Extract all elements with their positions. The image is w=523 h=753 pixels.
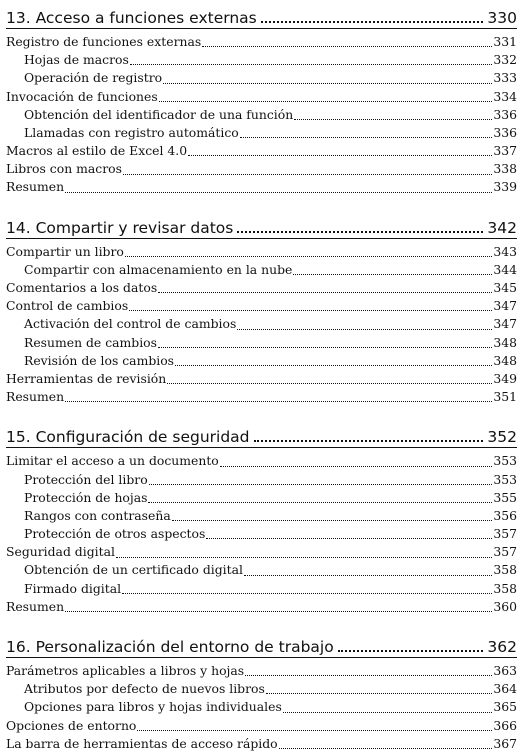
dot-leader (266, 693, 492, 694)
entry-label: Hojas de macros (24, 52, 129, 68)
dot-leader (159, 101, 493, 102)
entry-page-number: 332 (493, 52, 517, 68)
section-spacer (6, 406, 517, 419)
entry-label: Registro de funciones externas (6, 33, 202, 49)
entry-label: Resumen (6, 389, 65, 405)
entry-page-number: 339 (493, 179, 517, 195)
entry-label: Operación de registro (24, 70, 163, 86)
dot-leader (283, 712, 493, 713)
toc-entry[interactable] (6, 598, 517, 616)
dot-leader (167, 383, 492, 384)
entry-label: Compartir con almacenamiento en la nube (24, 261, 293, 277)
toc-subentry[interactable] (6, 352, 517, 370)
entry-label: Macros al estilo de Excel 4.0 (6, 143, 188, 159)
dot-leader (122, 593, 492, 594)
chapter-heading[interactable] (6, 629, 517, 658)
dot-leader (158, 347, 492, 348)
toc-subentry[interactable] (6, 562, 517, 580)
entry-page-number: 331 (493, 33, 517, 49)
toc-entry[interactable] (6, 297, 517, 315)
entry-label: Comentarios a los datos (6, 280, 158, 296)
entry-page-number: 343 (493, 243, 517, 259)
toc-entry[interactable] (6, 735, 517, 753)
toc-entry[interactable] (6, 88, 517, 106)
entry-page-number: 357 (493, 544, 517, 560)
entry-label: Rangos con contraseña (24, 507, 171, 523)
entry-page-number: 347 (493, 316, 517, 332)
entry-page-number: 336 (493, 106, 517, 122)
entry-label: Obtención de un certificado digital (24, 562, 243, 578)
entry-page-number: 348 (493, 352, 517, 368)
entry-label: Invocación de funciones (6, 88, 158, 104)
entry-page-number: 353 (493, 453, 517, 469)
dot-leader (149, 484, 493, 485)
dot-leader (244, 575, 492, 576)
toc-subentry[interactable] (6, 315, 517, 333)
dot-leader (338, 650, 484, 652)
entry-page-number: 360 (493, 598, 517, 614)
entry-page-number: 367 (493, 735, 517, 751)
chapter-title: 16. Personalización del entorno de trabajo (6, 638, 334, 657)
toc-entry[interactable] (6, 370, 517, 388)
dot-leader (245, 675, 492, 676)
entry-label: Obtención del identificador de una función (24, 106, 294, 122)
entry-label: Seguridad digital (6, 544, 115, 560)
entry-label: Compartir un libro (6, 243, 124, 259)
entry-page-number: 358 (493, 580, 517, 596)
entry-label: Protección del libro (24, 471, 148, 487)
entry-list (6, 662, 517, 753)
toc-subentry[interactable] (6, 698, 517, 716)
entry-list (6, 33, 517, 197)
toc-subentry[interactable] (6, 334, 517, 352)
entry-page-number: 365 (493, 699, 517, 715)
dot-leader (202, 46, 492, 47)
toc-subentry[interactable] (6, 580, 517, 598)
dot-leader (130, 64, 493, 65)
entry-page-number: 348 (493, 334, 517, 350)
dot-leader (163, 83, 492, 84)
toc-entry[interactable] (6, 543, 517, 561)
toc-subentry[interactable] (6, 51, 517, 69)
entry-list (6, 243, 517, 407)
toc-entry[interactable] (6, 160, 517, 178)
toc-subentry[interactable] (6, 471, 517, 489)
dot-leader (116, 557, 492, 558)
toc-entry[interactable] (6, 243, 517, 261)
entry-page-number: 337 (493, 143, 517, 159)
entry-label: Activación del control de cambios (24, 316, 237, 332)
entry-page-number: 364 (493, 681, 517, 697)
entry-page-number: 336 (493, 124, 517, 140)
toc-subentry[interactable] (6, 124, 517, 142)
toc-subentry[interactable] (6, 525, 517, 543)
toc-entry[interactable] (6, 717, 517, 735)
chapter-section (6, 419, 517, 616)
entry-page-number: 355 (493, 489, 517, 505)
section-spacer (6, 197, 517, 210)
toc-entry[interactable] (6, 33, 517, 51)
entry-label: La barra de herramientas de acceso rápido (6, 735, 278, 751)
dot-leader (261, 21, 484, 23)
entry-label: Libros con macros (6, 161, 122, 177)
entry-label: Opciones para libros y hojas individuales (24, 699, 282, 715)
chapter-heading[interactable] (6, 210, 517, 239)
chapter-section (6, 629, 517, 753)
dot-leader (137, 730, 492, 731)
entry-page-number: 333 (493, 70, 517, 86)
dot-leader (148, 502, 492, 503)
dot-leader (293, 274, 492, 275)
entry-label: Firmado digital (24, 580, 122, 596)
dot-leader (237, 231, 483, 233)
chapter-section (6, 210, 517, 407)
entry-page-number: 351 (493, 389, 517, 405)
dot-leader (158, 292, 492, 293)
entry-page-number: 344 (493, 261, 517, 277)
chapter-title: 13. Acceso a funciones externas (6, 9, 257, 27)
chapter-page-number: 352 (487, 428, 517, 447)
entry-page-number: 356 (493, 507, 517, 523)
dot-leader (240, 137, 493, 138)
chapter-heading[interactable] (6, 0, 517, 29)
entry-label: Herramientas de revisión (6, 370, 167, 386)
toc-entry[interactable] (6, 388, 517, 406)
toc-subentry[interactable] (6, 489, 517, 507)
dot-leader (254, 440, 484, 442)
dot-leader (172, 520, 493, 521)
dot-leader (237, 329, 492, 330)
toc-subentry[interactable] (6, 507, 517, 525)
entry-label: Limitar el acceso a un documento (6, 453, 219, 469)
entry-page-number: 358 (493, 562, 517, 578)
section-spacer (6, 616, 517, 629)
chapter-page-number: 362 (487, 638, 517, 657)
toc-entry[interactable] (6, 452, 517, 470)
chapter-page-number: 330 (487, 9, 517, 27)
toc-subentry[interactable] (6, 69, 517, 87)
entry-label: Revisión de los cambios (24, 352, 175, 368)
chapter-page-number: 342 (487, 218, 517, 237)
entry-label: Llamadas con registro automático (24, 124, 239, 140)
toc-subentry[interactable] (6, 680, 517, 698)
entry-label: Parámetros aplicables a libros y hojas (6, 663, 245, 679)
chapter-heading[interactable] (6, 419, 517, 448)
entry-label: Resumen (6, 179, 65, 195)
toc-subentry[interactable] (6, 261, 517, 279)
dot-leader (175, 365, 492, 366)
dot-leader (65, 611, 492, 612)
entry-page-number: 347 (493, 298, 517, 314)
chapter-title: 15. Configuración de seguridad (6, 428, 250, 447)
entry-list (6, 452, 517, 616)
entry-page-number: 349 (493, 370, 517, 386)
entry-label: Opciones de entorno (6, 717, 137, 733)
chapter-section (6, 0, 517, 197)
entry-page-number: 353 (493, 471, 517, 487)
dot-leader (65, 192, 492, 193)
dot-leader (188, 155, 492, 156)
toc-entry[interactable] (6, 142, 517, 160)
dot-leader (206, 538, 492, 539)
entry-page-number: 363 (493, 663, 517, 679)
dot-leader (123, 174, 492, 175)
toc-entry[interactable] (6, 179, 517, 197)
entry-page-number: 334 (493, 88, 517, 104)
entry-label: Protección de otros aspectos (24, 526, 206, 542)
entry-page-number: 345 (493, 280, 517, 296)
entry-page-number: 338 (493, 161, 517, 177)
dot-leader (294, 119, 492, 120)
toc-entry[interactable] (6, 279, 517, 297)
dot-leader (279, 748, 493, 749)
entry-label: Resumen de cambios (24, 334, 157, 350)
entry-page-number: 357 (493, 526, 517, 542)
entry-page-number: 366 (493, 717, 517, 733)
entry-label: Protección de hojas (24, 489, 148, 505)
entry-label: Atributos por defecto de nuevos libros (24, 681, 265, 697)
chapter-title: 14. Compartir y revisar datos (6, 218, 234, 237)
dot-leader (129, 310, 492, 311)
dot-leader (125, 256, 492, 257)
toc-entry[interactable] (6, 662, 517, 680)
dot-leader (65, 401, 492, 402)
dot-leader (220, 466, 493, 467)
entry-label: Control de cambios (6, 298, 129, 314)
toc-subentry[interactable] (6, 106, 517, 124)
entry-label: Resumen (6, 598, 65, 614)
